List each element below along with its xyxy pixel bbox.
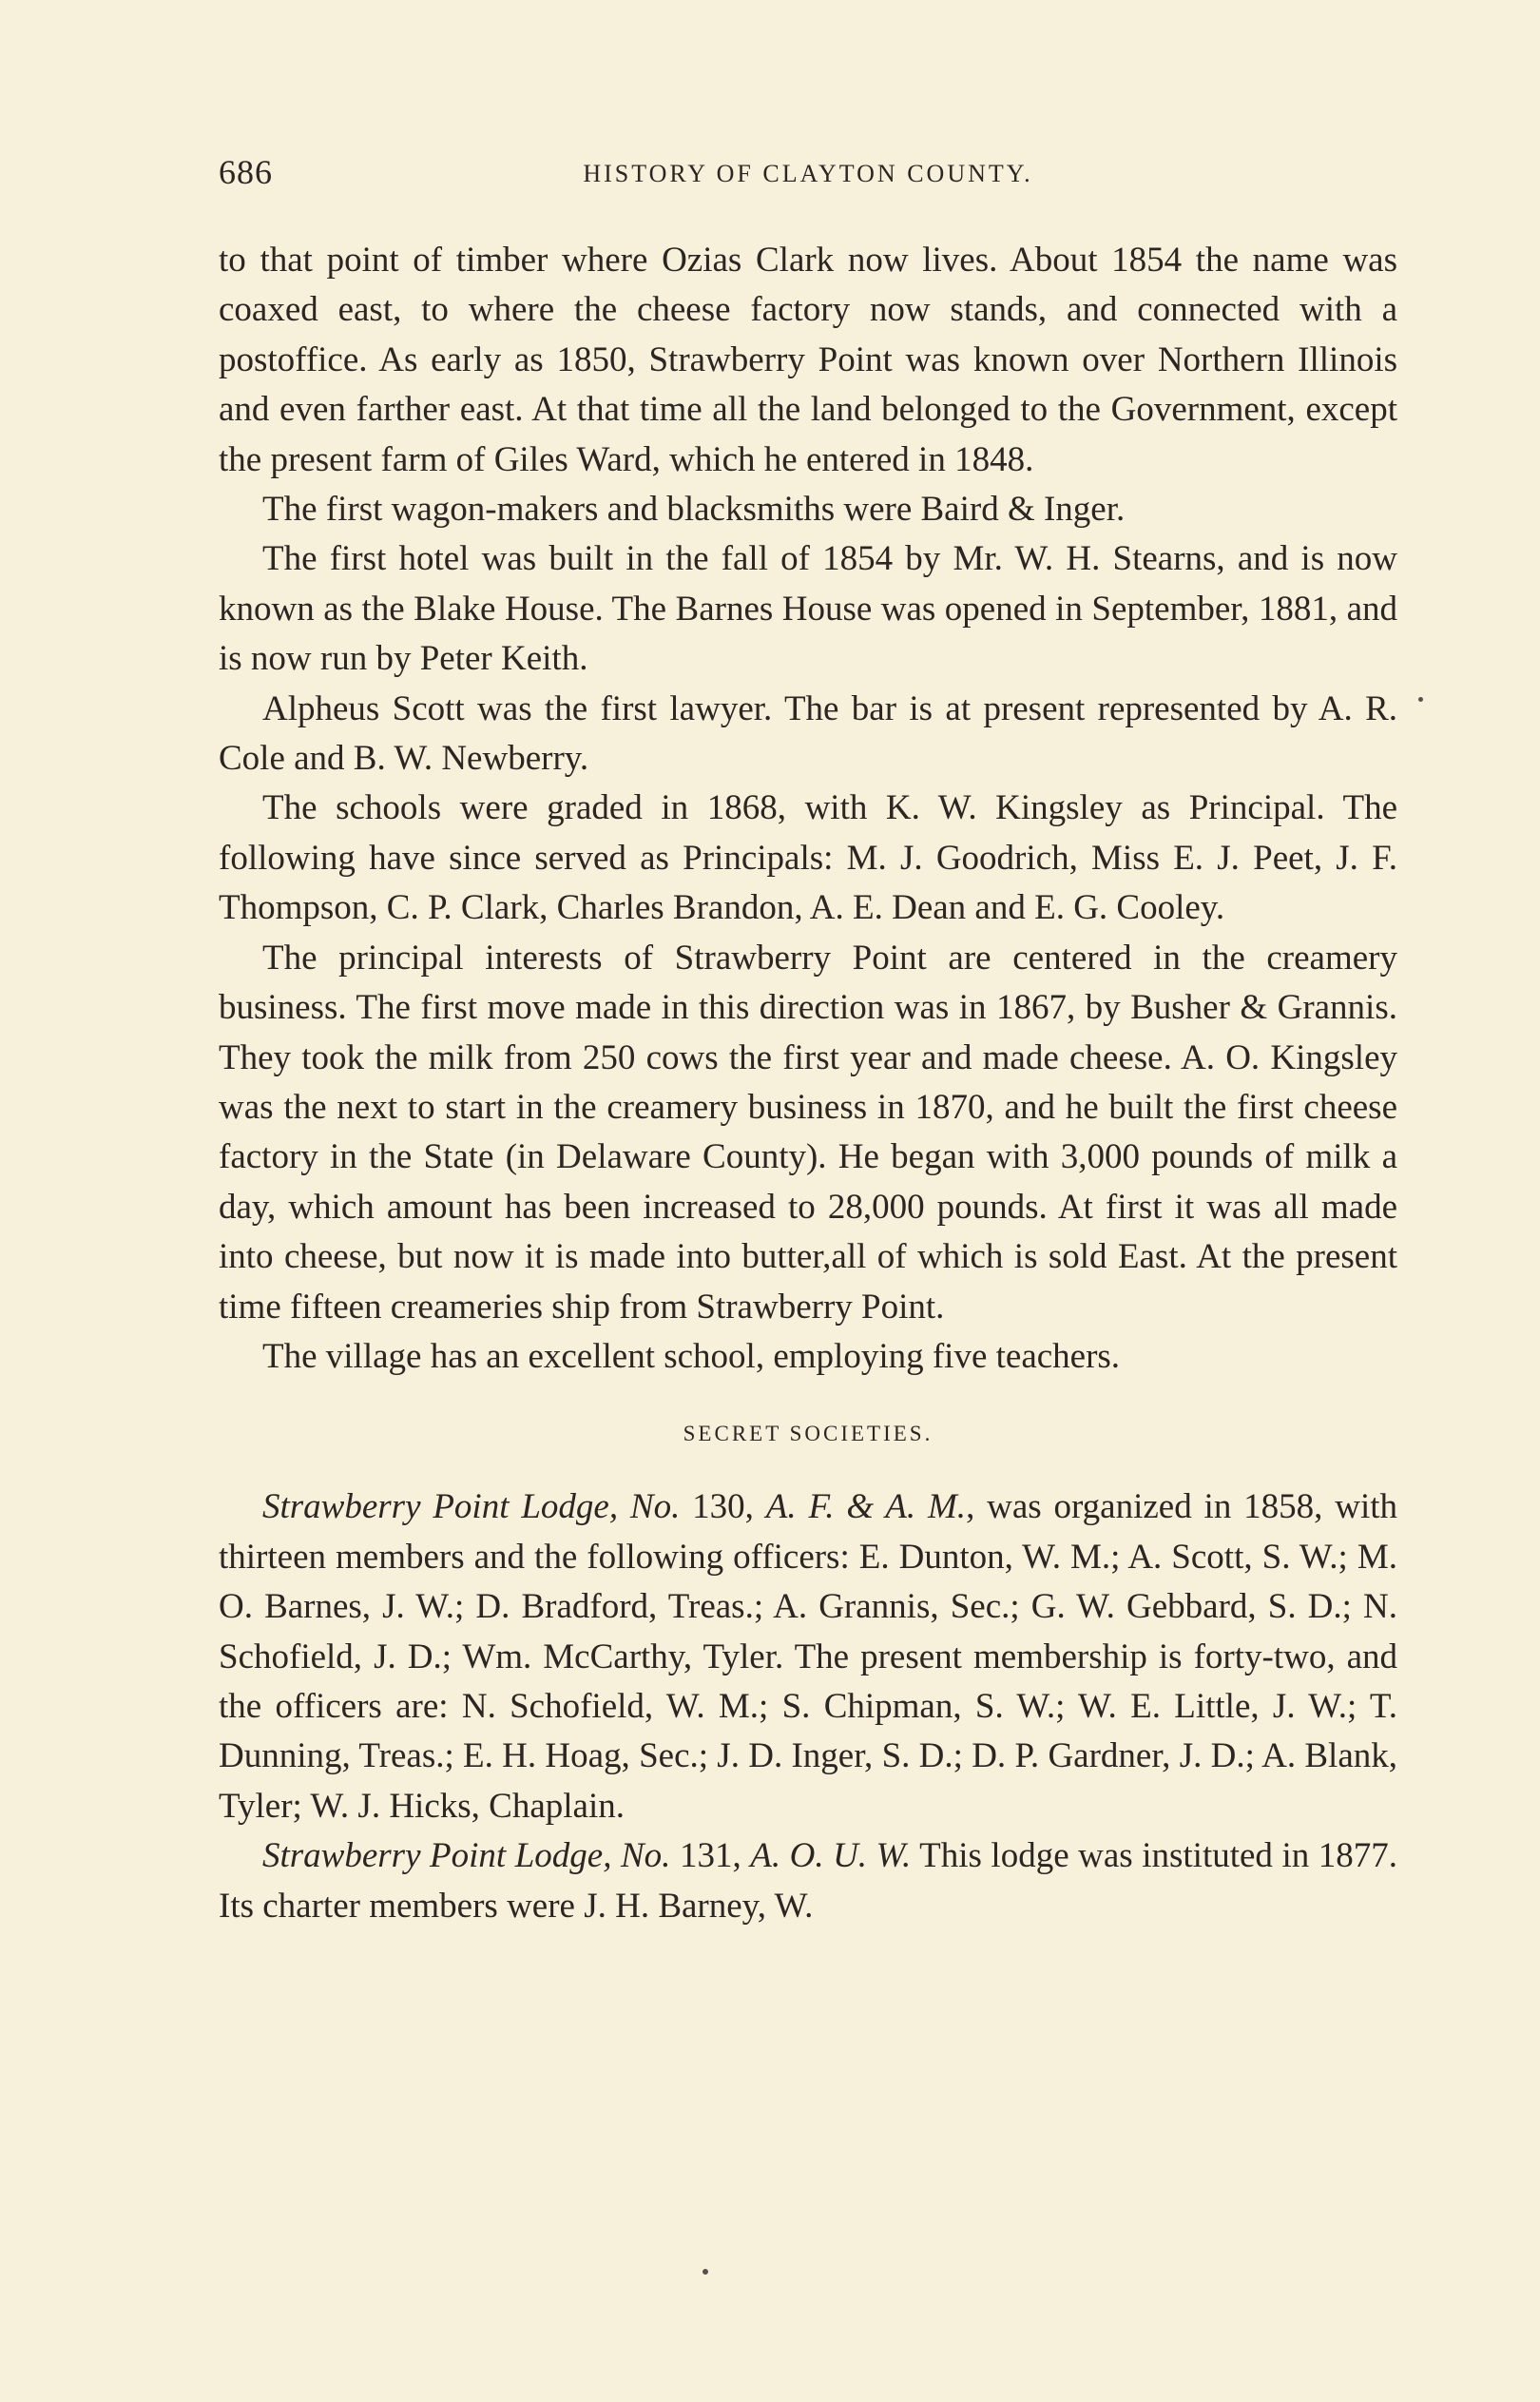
page-body: [219, 236, 1397, 1931]
lodge-order: A. F. & A. M.: [765, 1487, 967, 1527]
lodge-number: 130,: [680, 1487, 766, 1527]
paragraph-village-school: The village has an excellent school, employing five teachers.: [262, 1336, 1121, 1376]
paragraph-lodge-131: [219, 1831, 1397, 1931]
paragraph-creamery: The principal interests of Strawberry Point are centered in the creamery business. The first move made in this direction was in 1867, by Busher & Grannis. They took the milk from 250 cows the first year and made cheese. A. O. Kingsley was the next to start in the creamery business in 1870, and he built the first cheese factory in the State (in Delaware County). He began with 3,000 pounds of milk a day, which amount has been increased to 28,000 pounds. At first it was all made into cheese, but now it is made into butter,all of which is sold East. At the present time fifteen creameries ship from Strawberry Point.: [219, 938, 1397, 1327]
page-header: [219, 152, 1397, 209]
print-speck: [1418, 697, 1423, 702]
lodge-description: This lodge was instituted in 1877. Its charter members were J. H. Barney, W.: [219, 1836, 1398, 1926]
paragraph-first-hotel: The first hotel was built in the fall of 1854 by Mr. W. H. Stearns, and is now known as the Blake House. The Barnes House was opened in September, 1881, and is now run by Peter Keith.: [219, 539, 1397, 679]
lodge-name: Strawberry Point Lodge, No.: [262, 1487, 681, 1527]
paragraph-timber: to that point of timber where Ozias Clark now lives. About 1854 the name was coaxed east, to where the cheese factory now stands, and connected with a postoffice. As early as 1850, Strawberry Point was known over Northern Illinois and even farther east. At that time all the land belonged to the Government, except the present farm of Giles Ward, which he entered in 1848.: [219, 241, 1397, 479]
lodge-description: , was organized in 1858, with thirteen members and the following officers: E. Dunton, W. M.; A. Scott, S. W.; M. O. Barnes, J. W.; D. Bradford, Treas.; A. Grannis, Sec.; G. W. Gebbard, S. D.; N. Schofield, J. D.; Wm. McCarthy, Tyler. The present membership is forty-two, and the officers are: N. Schofield, W. M.; S. Chipman, S. W.; W. E. Little, J. W.; T. Dunning, Treas.; E. H. Hoag, Sec.; J. D. Inger, S. D.; D. P. Gardner, J. D.; A. Blank, Tyler; W. J. Hicks, Chaplain.: [219, 1487, 1398, 1826]
lodge-name: Strawberry Point Lodge, No.: [262, 1836, 671, 1876]
lodge-order: A. O. U. W.: [750, 1836, 912, 1876]
section-heading-secret-societies: SECRET SOCIETIES.: [683, 1422, 934, 1446]
paragraph-wagon-makers: The first wagon-makers and blacksmiths were Baird & Inger.: [262, 490, 1126, 530]
running-head: HISTORY OF CLAYTON COUNTY.: [583, 160, 1033, 187]
print-speck: [703, 2269, 708, 2275]
paragraph-schools: The schools were graded in 1868, with K. W. Kingsley as Principal. The following have since served as Principals: M. J. Goodrich, Miss E. J. Peet, J. F. Thompson, C. P. Clark, Charles Brandon, A. E. Dean and E. G. Cooley.: [219, 788, 1397, 928]
paragraph-first-lawyer: Alpheus Scott was the first lawyer. The bar is at present represented by A. R. Cole and B. W. Newberry.: [219, 688, 1397, 779]
paragraph-lodge-130: [219, 1482, 1397, 1831]
page-number: 686: [219, 153, 273, 191]
lodge-number: 131,: [670, 1836, 751, 1876]
